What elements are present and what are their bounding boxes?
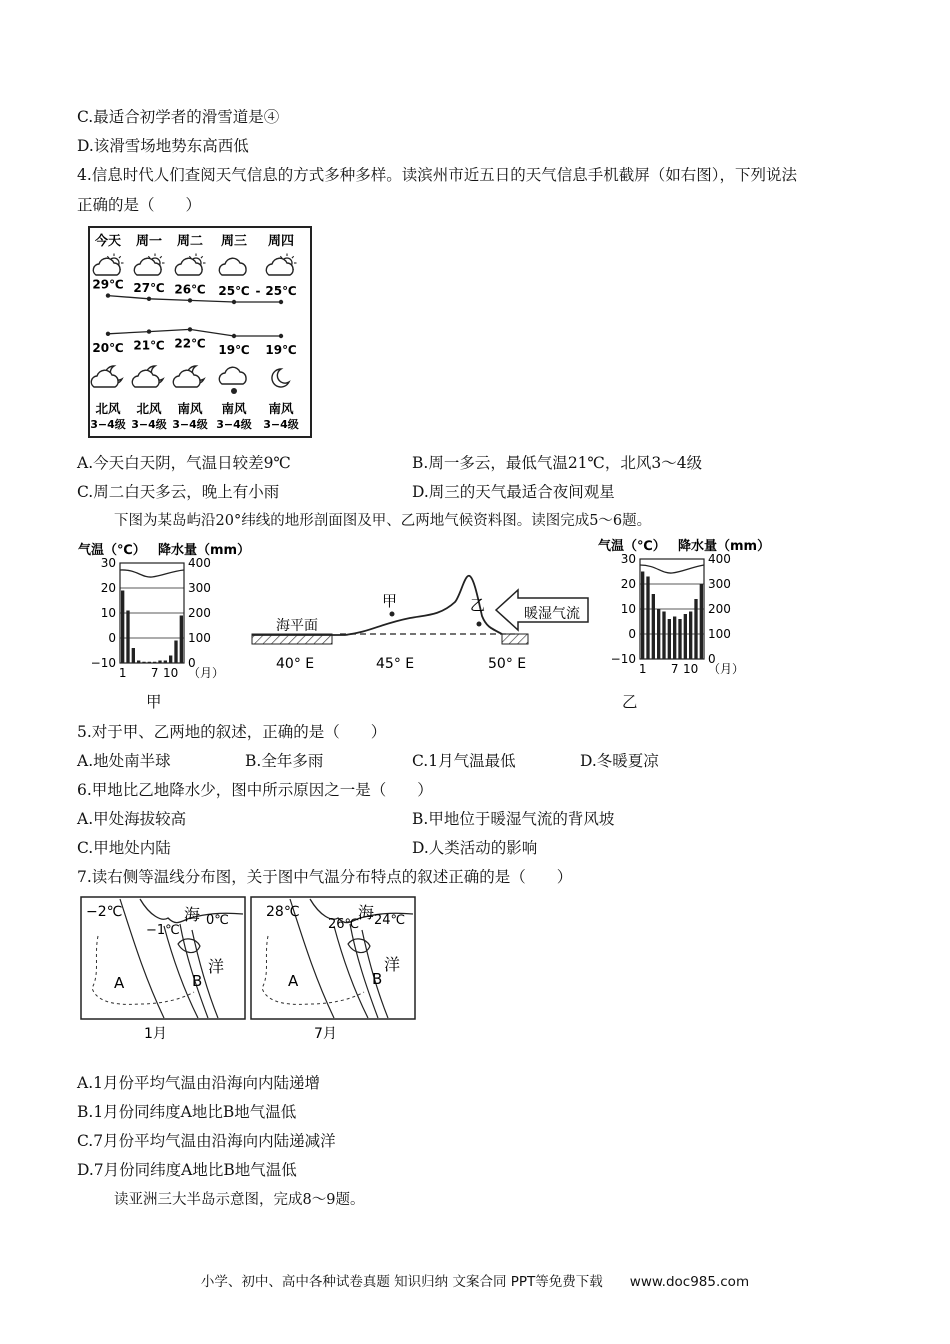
precip-tick: 200 bbox=[708, 602, 731, 616]
precip-bar bbox=[652, 594, 655, 659]
precip-bar bbox=[678, 619, 681, 659]
weather-high-temp: 26℃ bbox=[174, 282, 206, 297]
month-tick: 1 bbox=[118, 666, 127, 680]
temp-curve bbox=[120, 570, 184, 577]
page-footer: 小学、初中、高中各种试卷真题 知识归纳 文案合同 PPT等免费下载 www.doc985.com bbox=[200, 1274, 750, 1290]
lon-tick-40: 40° E bbox=[276, 656, 315, 672]
q4-option-a: A.今天白天阴，气温日较差9℃ bbox=[77, 454, 291, 472]
precip-bar bbox=[684, 614, 687, 659]
jul-isotherm-label-2: 26℃ bbox=[328, 917, 360, 932]
precip-bar bbox=[164, 661, 167, 664]
terrain-profile bbox=[250, 546, 590, 674]
weather-low-temp: 21℃ bbox=[133, 338, 165, 353]
temp-axis-label: 气温（℃） bbox=[598, 539, 666, 554]
jan-point-b: B bbox=[192, 972, 203, 990]
precip-bar bbox=[148, 662, 151, 663]
temp-tick: 20 bbox=[620, 577, 636, 591]
q5-option-a: A.地处南半球 bbox=[77, 752, 171, 770]
precip-bar bbox=[126, 611, 129, 664]
temp-tick: 0 bbox=[628, 627, 636, 641]
precip-tick: 300 bbox=[708, 577, 731, 591]
weather-dash: - bbox=[255, 284, 261, 298]
precip-bar bbox=[689, 612, 692, 660]
q7-stem: 7.读右侧等温线分布图，关于图中气温分布特点的叙述正确的是（ ） bbox=[77, 868, 573, 886]
weather-wind-dir: 南风 bbox=[221, 401, 247, 416]
q4-option-b: B.周一多云，最低气温21℃，北风3～4级 bbox=[412, 454, 703, 472]
q6-option-a: A.甲处海拔较高 bbox=[77, 810, 187, 828]
weather-low-temp: 20℃ bbox=[92, 340, 124, 355]
jul-sea-label: 海 bbox=[358, 903, 375, 922]
precip-bar bbox=[169, 656, 172, 664]
temp-tick: 20 bbox=[100, 581, 116, 595]
temp-tick: 30 bbox=[100, 556, 116, 570]
q5-option-d: D.冬暖夏凉 bbox=[580, 752, 659, 770]
q7-option-c: C.7月份平均气温由沿海向内陆递减洋 bbox=[77, 1132, 336, 1150]
jul-isotherm-label-1: 28℃ bbox=[266, 904, 300, 920]
precip-bar bbox=[641, 572, 644, 660]
q7-option-a: A.1月份平均气温由沿海向内陆递增 bbox=[77, 1074, 320, 1092]
temp-tick: −10 bbox=[90, 656, 116, 670]
precip-tick: 400 bbox=[188, 556, 211, 570]
weather-low-temp: 19℃ bbox=[265, 343, 297, 357]
weather-high-temp: 27℃ bbox=[133, 280, 165, 295]
precip-bar bbox=[180, 616, 183, 664]
weather-day-label: 今天 bbox=[94, 234, 122, 249]
q4-stem-line1: 4.信息时代人们查阅天气信息的方式多种多样。读滨州市近五日的天气信息手机截屏（如右图），下列说法 bbox=[77, 166, 798, 184]
weather-wind-level: 3−4级 bbox=[172, 418, 208, 431]
weather-high-temp: 29℃ bbox=[92, 277, 124, 292]
q7-option-d: D.7月份同纬度A地比B地气温低 bbox=[77, 1161, 297, 1179]
precip-bar bbox=[132, 648, 135, 663]
q6-stem: 6.甲地比乙地降水少，图中所示原因之一是（ ） bbox=[77, 781, 433, 799]
weather-day-label: 周二 bbox=[176, 234, 204, 249]
weather-wind-dir: 南风 bbox=[268, 401, 294, 416]
jan-point-a: A bbox=[114, 974, 125, 992]
temp-tick: 10 bbox=[100, 606, 116, 620]
weather-screenshot-figure bbox=[88, 226, 312, 438]
month-tick: 1 bbox=[638, 662, 647, 676]
jan-isotherm-label-1: −2℃ bbox=[86, 904, 123, 920]
climate-chart-yi bbox=[596, 534, 776, 676]
jan-caption: 1月 bbox=[144, 1026, 167, 1042]
jan-sea-label: 海 bbox=[184, 905, 201, 924]
weather-day-label: 周一 bbox=[135, 234, 163, 249]
temp-tick: 0 bbox=[108, 631, 116, 645]
weather-wind-dir: 南风 bbox=[177, 401, 203, 416]
q3-option-c: C.最适合初学者的滑雪道是④ bbox=[77, 108, 280, 126]
precip-tick: 100 bbox=[188, 631, 211, 645]
precip-bar bbox=[700, 584, 703, 659]
q6-option-d: D.人类活动的影响 bbox=[412, 839, 538, 857]
q4-option-d: D.周三的天气最适合夜间观星 bbox=[412, 483, 615, 501]
precip-bar bbox=[646, 577, 649, 660]
profile-yi-label: 乙 bbox=[470, 596, 486, 614]
q5-option-c: C.1月气温最低 bbox=[412, 752, 516, 770]
chart-caption-yi: 乙 bbox=[622, 693, 638, 711]
precip-bar bbox=[153, 662, 156, 663]
jan-isotherm-label-2: −1℃ bbox=[146, 923, 180, 938]
temp-tick: 30 bbox=[620, 552, 636, 566]
precip-bar bbox=[673, 617, 676, 660]
weather-day-label: 周三 bbox=[220, 234, 248, 249]
precip-tick: 0 bbox=[708, 652, 716, 666]
weather-wind-dir: 北风 bbox=[95, 401, 121, 416]
month-tick: 10 bbox=[163, 666, 179, 680]
isotherm-map-july bbox=[250, 896, 416, 1044]
precip-tick: 0 bbox=[188, 656, 196, 670]
q5-option-b: B.全年多雨 bbox=[245, 752, 324, 770]
precip-bar bbox=[694, 599, 697, 659]
precip-bar bbox=[121, 591, 124, 664]
precip-bar bbox=[137, 661, 140, 664]
temp-tick: 10 bbox=[620, 602, 636, 616]
jul-caption: 7月 bbox=[314, 1026, 337, 1042]
warm-moist-flow-arrow bbox=[496, 590, 588, 630]
q4-option-c: C.周二白天多云，晚上有小雨 bbox=[77, 483, 280, 501]
flow-label: 暖湿气流 bbox=[524, 606, 580, 622]
temp-curve bbox=[640, 565, 704, 573]
jul-point-a: A bbox=[288, 972, 299, 990]
month-tick: （月） bbox=[188, 666, 225, 680]
q7-option-b: B.1月份同纬度A地比B地气温低 bbox=[77, 1103, 297, 1121]
month-tick: 10 bbox=[683, 662, 699, 676]
q6-option-b: B.甲地位于暖湿气流的背风坡 bbox=[412, 810, 615, 828]
weather-wind-dir: 北风 bbox=[136, 401, 162, 416]
q3-option-d: D.该滑雪场地势东高西低 bbox=[77, 137, 249, 155]
temp-axis-label: 气温（℃） bbox=[78, 543, 146, 558]
q5-stem: 5.对于甲、乙两地的叙述，正确的是（ ） bbox=[77, 723, 387, 741]
weather-wind-level: 3−4级 bbox=[90, 418, 126, 431]
jul-ocean-label: 洋 bbox=[384, 955, 401, 974]
intro-questions-8-9: 读亚洲三大半岛示意图，完成8～9题。 bbox=[114, 1192, 365, 1208]
jul-isotherm-label-3: 24℃ bbox=[374, 913, 406, 928]
precip-tick: 100 bbox=[708, 627, 731, 641]
weather-high-temp: 25℃ bbox=[218, 284, 250, 298]
weather-low-temp: 22℃ bbox=[174, 336, 206, 351]
precip-bar bbox=[158, 661, 161, 664]
precip-bar bbox=[142, 662, 145, 663]
q6-option-c: C.甲地处内陆 bbox=[77, 839, 171, 857]
jan-ocean-label: 洋 bbox=[208, 957, 225, 976]
profile-jia-label: 甲 bbox=[382, 592, 398, 610]
month-tick: 7 bbox=[670, 662, 679, 676]
weather-wind-level: 3−4级 bbox=[263, 418, 299, 431]
precip-axis-label: 降水量（mm） bbox=[158, 543, 251, 558]
precip-bar bbox=[662, 612, 665, 660]
precip-tick: 200 bbox=[188, 606, 211, 620]
precip-bar bbox=[657, 609, 660, 659]
weather-wind-level: 3−4级 bbox=[131, 418, 167, 431]
intro-questions-5-6: 下图为某岛屿沿20°纬线的地形剖面图及甲、乙两地气候资料图。读图完成5～6题。 bbox=[114, 513, 652, 529]
precip-axis-label: 降水量（mm） bbox=[678, 539, 771, 554]
precip-bar bbox=[668, 619, 671, 659]
isotherm-map-january bbox=[80, 896, 246, 1044]
sea-level-label: 海平面 bbox=[276, 618, 318, 634]
climate-chart-jia bbox=[76, 538, 251, 680]
weather-wind-level: 3−4级 bbox=[216, 418, 252, 431]
month-tick: 7 bbox=[150, 666, 159, 680]
month-tick: （月） bbox=[708, 662, 745, 676]
precip-tick: 300 bbox=[188, 581, 211, 595]
temp-tick: −10 bbox=[610, 652, 636, 666]
precip-bar bbox=[174, 641, 177, 664]
weather-high-temp: 25℃ bbox=[265, 284, 297, 298]
precip-tick: 400 bbox=[708, 552, 731, 566]
weather-low-temp: 19℃ bbox=[218, 343, 250, 357]
lon-tick-45: 45° E bbox=[376, 656, 415, 672]
q4-stem-line2: 正确的是（ ） bbox=[77, 196, 202, 214]
jul-point-b: B bbox=[372, 970, 383, 988]
chart-caption-jia: 甲 bbox=[146, 693, 162, 711]
jan-isotherm-label-3: 0℃ bbox=[206, 913, 229, 928]
lon-tick-50: 50° E bbox=[488, 656, 527, 672]
weather-day-label: 周四 bbox=[267, 234, 295, 249]
